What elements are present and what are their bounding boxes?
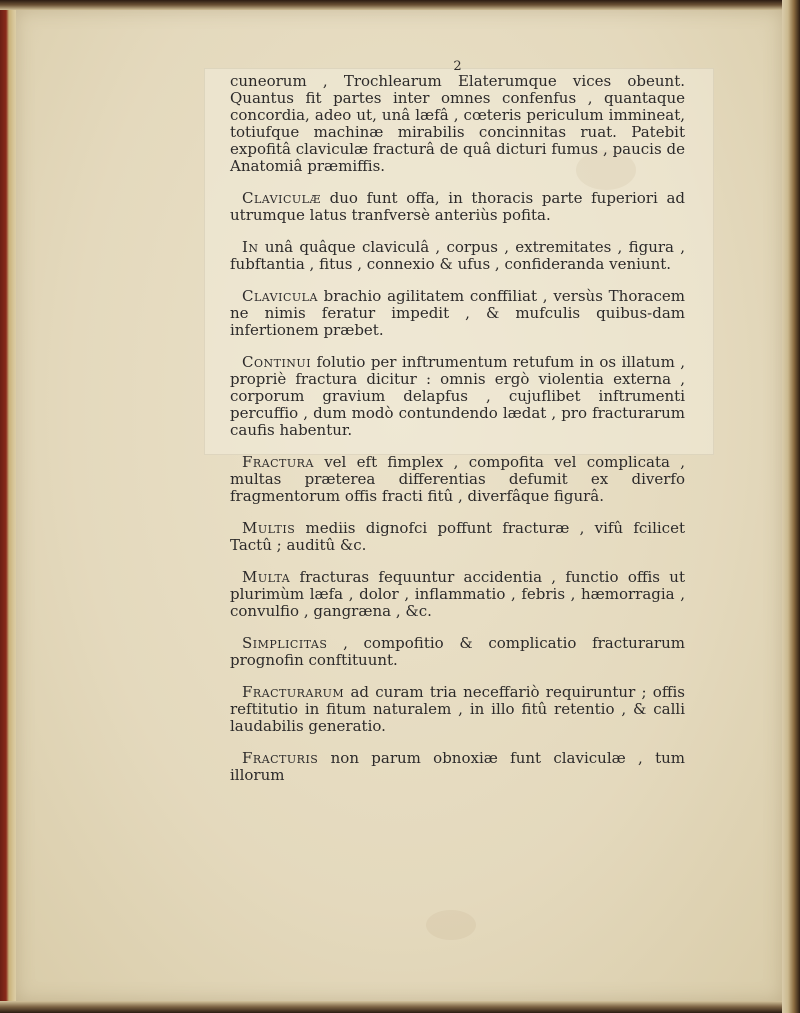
paragraph-lead: Claviculæ [242,189,321,207]
paragraph-10 [230,684,685,735]
page-text [230,60,685,799]
paragraph-text: mediis dignofci poffunt fracturæ , vifû fcilicet Tactû ; auditû &c. [230,519,685,554]
paragraph-6 [230,454,685,505]
paragraph-lead: In [242,238,259,256]
paragraph-text: , compofitio & complicatio fracturarum prognofin conftituunt. [230,634,685,669]
paragraph-lead: Clavicula [242,287,318,305]
paragraph-9 [230,635,685,669]
paragraph-text: vel eft fimplex , compofita vel complicata , multas præterea differentias defumit ex diverfo fragmentorum offis fracti fitû , diverfâque figurâ. [230,453,685,505]
book-top-edge [0,0,800,10]
paragraph-lead: Continui [242,353,312,371]
paragraph-7 [230,520,685,554]
paragraph-text: unâ quâque claviculâ , corpus , extremitates , figura , fubftantia , fitus , connexio & ufus , confideranda veniunt. [230,238,685,273]
paragraph-lead: Fracturis [242,749,319,767]
paragraph-8 [230,569,685,620]
paper-stain [426,910,476,940]
paragraph-text: brachio agilitatem conffiliat , versùs Thoracem ne nimis feratur impedit , & mufculis quibus-dam infertionem præbet. [230,287,685,339]
page-number: 2 [453,59,462,74]
paragraph-11 [230,750,685,784]
paragraph-text: ad curam tria neceffariò requiruntur ; offis reftitutio in fitum naturalem , in illo fitû retentio , & calli laudabilis generatio. [230,683,685,735]
paragraph-3 [230,239,685,273]
book-fore-edge [782,0,800,1013]
paragraph-text: cuneorum , Trochlearum Elaterumque vices obeunt. Quantus fit partes inter omnes confenfus , quantaque concordia, adeo ut, unâ læfâ , cœteris periculum immineat, totiufque machinæ mirabilis concinnitas ruat. Patebit expofitâ claviculæ fracturâ de quâ dicturi fumus , paucis de Anatomiâ præmiffis. [230,72,685,175]
paragraph-text: fracturas fequuntur accidentia , functio offis ut plurimùm læfa , dolor , inflammatio , febris , hæmorragia , convulfio , gangræna , &c. [230,568,685,620]
paragraph-lead: Fractura [242,453,314,471]
paragraph-lead: Fracturarum [242,683,345,701]
paragraph-2 [230,190,685,224]
paragraph-lead: Simplicitas [242,634,328,652]
paragraph-text: duo funt offa, in thoracis parte fuperiori ad utrumque latus tranfversè anteriùs pofita. [230,189,685,224]
paragraph-1 [230,73,685,175]
paragraph-lead: Multa [242,568,291,586]
paragraph-text: non parum obnoxiæ funt claviculæ , tum illorum [230,749,685,784]
paragraph-5 [230,354,685,439]
paragraph-4 [230,288,685,339]
paragraph-text: folutio per inftrumentum retufum in os illatum , propriè fractura dicitur : omnis ergò violentia externa , corporum gravium delapfus , cujuflibet inftrumenti percuffio , dum modò contundendo lædat , pro fracturarum caufis habentur. [230,353,685,439]
paragraph-lead: Multis [242,519,296,537]
book-bottom-edge [0,1001,800,1013]
